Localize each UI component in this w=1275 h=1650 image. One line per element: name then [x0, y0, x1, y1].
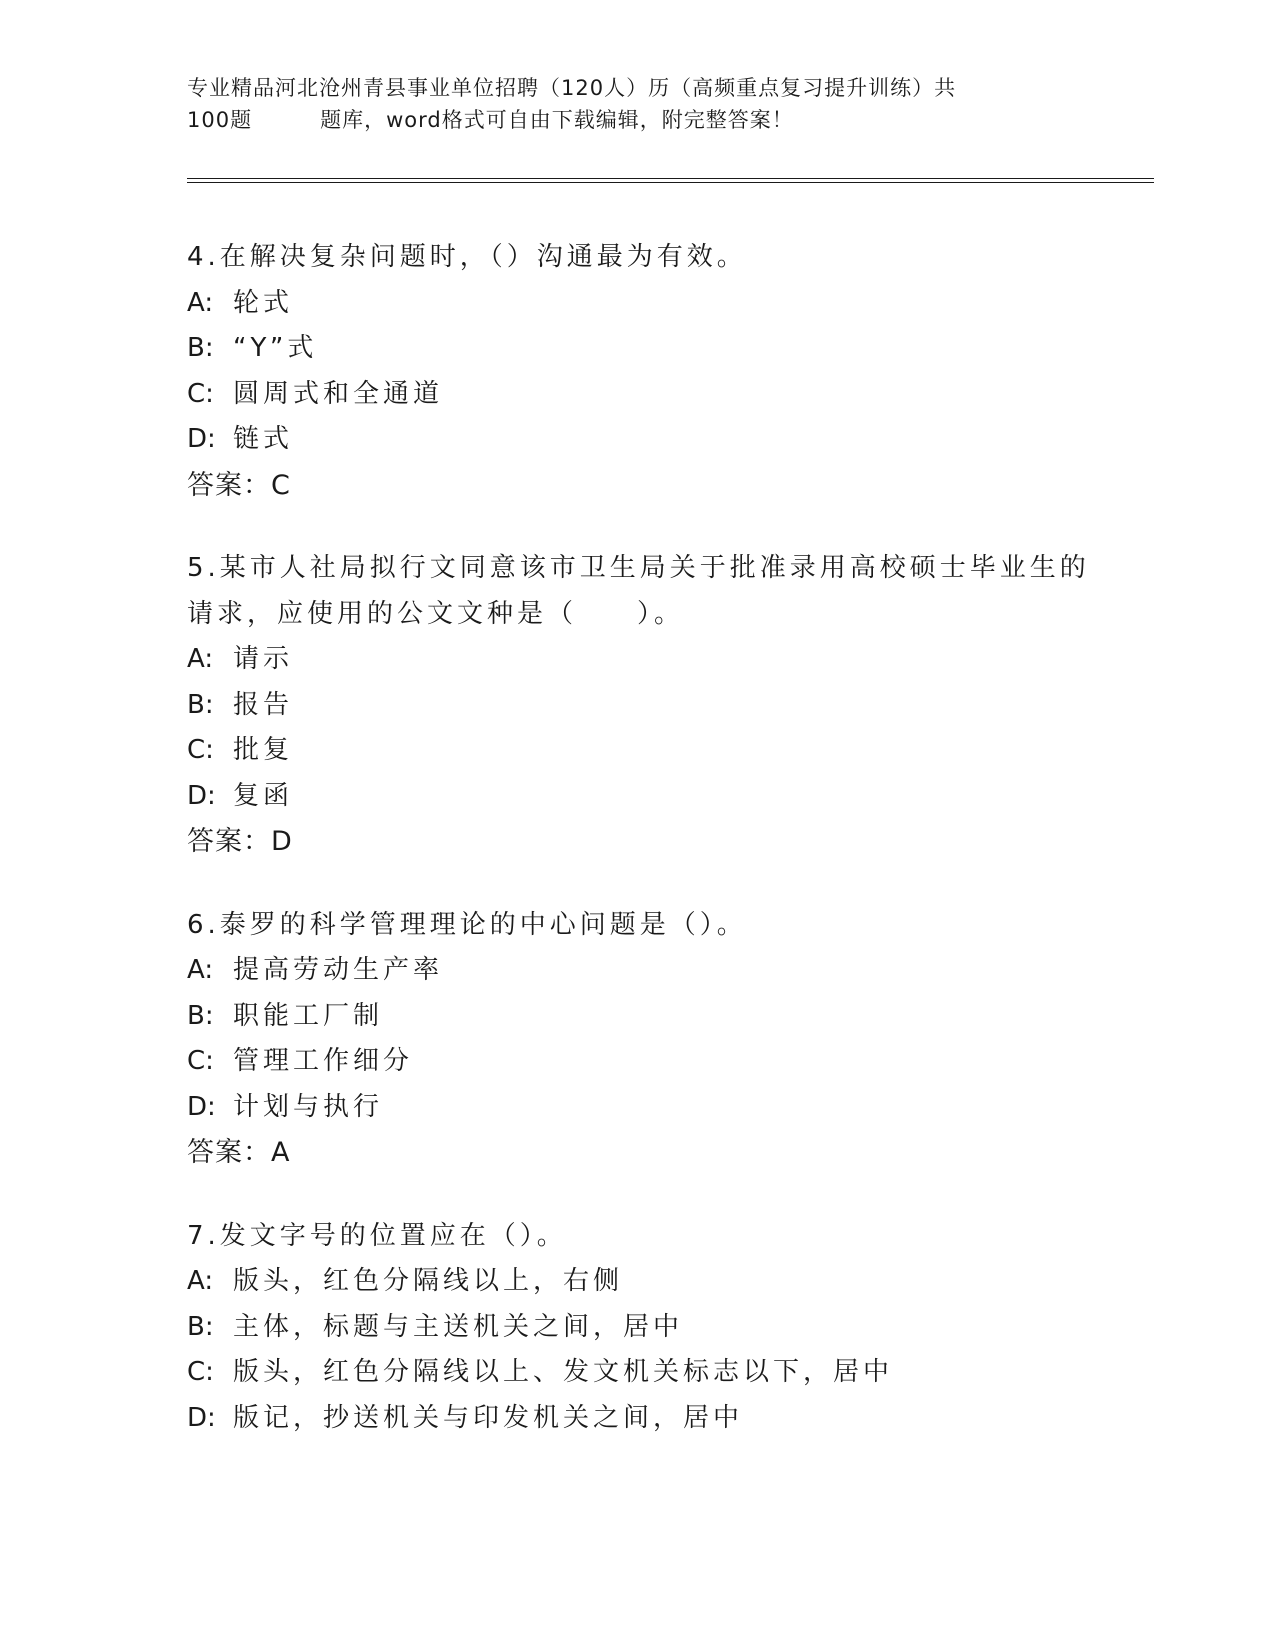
option-text: 请示: [233, 644, 294, 674]
header-line-1: 专业精品河北沧州青县事业单位招聘（120人）历（高频重点复习提升训练）共: [187, 76, 957, 100]
header-line-2-right: 题库，word格式可自由下载编辑，附完整答案！: [320, 108, 794, 132]
option-letter: B:: [187, 1000, 214, 1031]
option-text: 职能工厂制: [233, 1000, 384, 1031]
option-b: [187, 1305, 1087, 1351]
option-letter: A:: [187, 955, 214, 985]
option-b: [187, 683, 1087, 729]
option-text: 报告: [233, 689, 294, 720]
stem-line: 4.在解决复杂问题时，（）沟通最为有效。: [187, 242, 747, 272]
option-letter: B:: [187, 689, 214, 720]
option-a: [187, 948, 1087, 994]
option-b: [187, 326, 1087, 372]
stem-line: 5.某市人社局拟行文同意该市卫生局关于批准录用高校硕士毕业生的: [187, 553, 1090, 583]
option-text: 圆周式和全通道: [233, 378, 444, 409]
option-letter: C:: [187, 735, 214, 765]
option-text: 提高劳动生产率: [233, 955, 444, 985]
answer-line: 答案：C: [187, 469, 291, 501]
question-stem: [187, 1214, 1087, 1260]
option-text: 版头，红色分隔线以上、发文机关标志以下，居中: [233, 1357, 894, 1387]
document-header: [187, 72, 1087, 136]
option-text: 复函: [233, 780, 294, 811]
option-letter: C:: [187, 1046, 214, 1076]
stem-line: 6.泰罗的科学管理理论的中心问题是（）。: [187, 909, 747, 940]
option-c: [187, 728, 1087, 774]
option-letter: A:: [187, 1266, 214, 1296]
option-text: 计划与执行: [233, 1091, 384, 1122]
option-letter: A:: [187, 644, 214, 674]
option-letter: A:: [187, 287, 214, 318]
question-7: [187, 1214, 1087, 1442]
option-letter: C:: [187, 1357, 214, 1387]
stem-line: 请求，应使用的公文文种是（ ）。: [187, 598, 685, 629]
question-list: [187, 235, 1090, 1479]
header-divider-top: [187, 178, 1154, 179]
option-a: [187, 281, 1087, 327]
option-a: [187, 1259, 1087, 1305]
question-4: [187, 235, 1087, 508]
option-letter: B:: [187, 333, 214, 363]
option-c: [187, 372, 1087, 418]
option-a: [187, 637, 1087, 683]
option-b: [187, 994, 1087, 1040]
header-line-2: [187, 104, 1087, 136]
option-letter: D:: [187, 1402, 216, 1433]
option-text: “Y”式: [233, 333, 318, 363]
option-text: 链式: [233, 424, 294, 454]
option-letter: D:: [187, 424, 216, 454]
stem-line: 7.发文字号的位置应在（）。: [187, 1220, 567, 1251]
option-text: 版头，红色分隔线以上，右侧: [233, 1266, 624, 1296]
option-text: 版记，抄送机关与印发机关之间，居中: [233, 1402, 744, 1433]
option-letter: B:: [187, 1311, 214, 1342]
answer-line: 答案：A: [187, 1137, 291, 1168]
option-c: [187, 1039, 1087, 1085]
option-c: [187, 1350, 1087, 1396]
question-stem: [187, 903, 1087, 949]
question-6: [187, 903, 1087, 1176]
option-text: 管理工作细分: [233, 1046, 414, 1076]
option-letter: C:: [187, 378, 214, 409]
option-d: [187, 1396, 1087, 1442]
question-stem: [187, 235, 1087, 281]
option-text: 主体，标题与主送机关之间，居中: [233, 1311, 684, 1342]
answer-line: 答案：D: [187, 826, 293, 857]
header-divider-bottom: [187, 182, 1154, 183]
option-d: [187, 1085, 1087, 1131]
option-d: [187, 774, 1087, 820]
question-5: [187, 546, 1090, 865]
option-d: [187, 417, 1087, 463]
option-letter: D:: [187, 1091, 216, 1122]
question-stem: [187, 546, 1090, 637]
option-text: 轮式: [233, 287, 294, 318]
header-line-2-left: 100题: [187, 108, 253, 132]
option-text: 批复: [233, 735, 294, 765]
option-letter: D:: [187, 780, 216, 811]
